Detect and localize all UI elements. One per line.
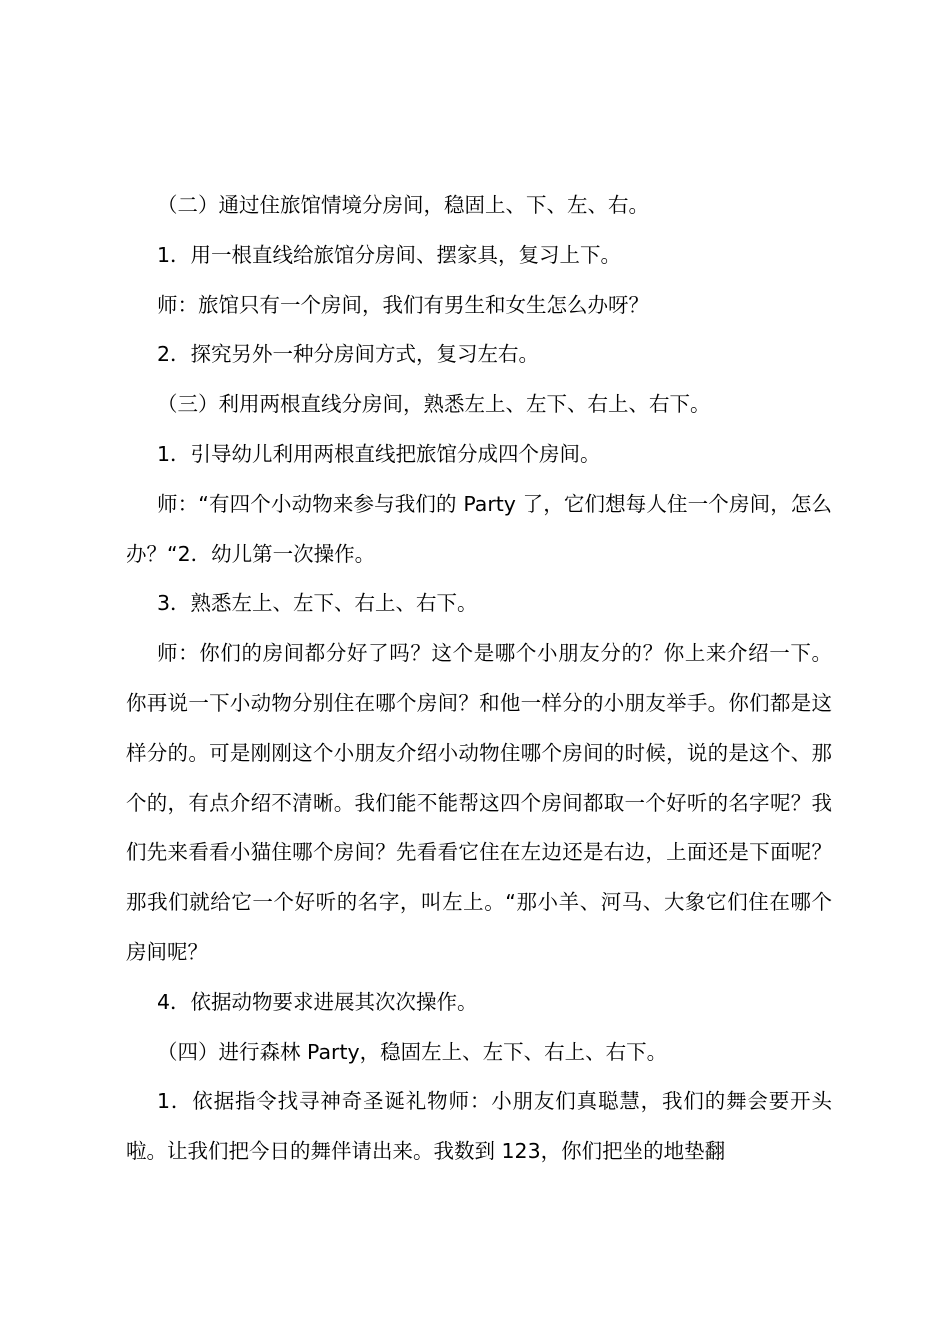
paragraph-teacher-question-2: 师：“有四个小动物来参与我们的 Party 了，它们想每人住一个房间，怎么办？“2．幼儿第一次操作。 [126,491,832,566]
paragraph-step-1b: 1．引导幼儿利用两根直线把旅馆分成四个房间。 [157,441,601,466]
paragraph-teacher-question-1: 师：旅馆只有一个房间，我们有男生和女生怎么办呀？ [157,292,649,317]
paragraph-section-three-heading: （三）利用两根直线分房间，熟悉左上、左下、右上、右下。 [157,392,711,417]
document-body [126,181,832,1177]
paragraph-section-four-heading: （四）进行森林 Party，稳固左上、左下、右上、右下。 [157,1039,668,1064]
paragraph-step-1c: 1．依据指令找寻神奇圣诞礼物师：小朋友们真聪慧，我们的舞会要开头啦。让我们把今日的舞伴请出来。我数到 123，你们把坐的地垫翻 [126,1089,832,1164]
paragraph-step-2: 2．探究另外一种分房间方式，复习左右。 [157,342,540,367]
paragraph-step-4: 4．依据动物要求进展其次次操作。 [157,989,478,1014]
paragraph-step-1: 1．用一根直线给旅馆分房间、摆家具，复习上下。 [157,242,622,267]
paragraph-step-3: 3．熟悉左上、左下、右上、右下。 [157,591,478,616]
paragraph-section-two-heading: （二）通过住旅馆情境分房间，稳固上、下、左、右。 [157,193,649,217]
paragraph-teacher-dialogue: 师：你们的房间都分好了吗？这个是哪个小朋友分的？你上来介绍一下。你再说一下小动物分别住在哪个房间？和他一样分的小朋友举手。你们都是这样分的。可是刚刚这个小朋友介绍小动物住哪个房间的时候，说的是这个、那个的，有点介绍不清晰。我们能不能帮这四个房间都取一个好听的名字呢？我们先来看看小猫住哪个房间？先看看它住在左边还是右边，上面还是下面呢？那我们就给它一个好听的名字，叫左上。“那小羊、河马、大象它们住在哪个房间呢？ [126,641,832,964]
